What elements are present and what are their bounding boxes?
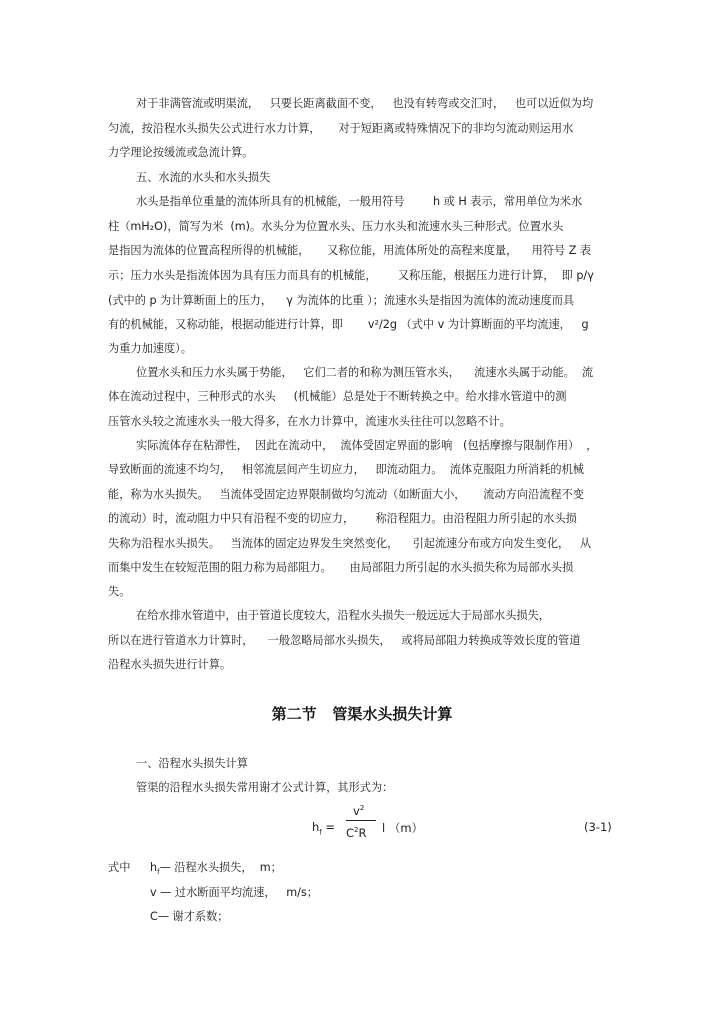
- text-line: 而集中发生在较短范围的阻力称为局部阻力。 由局部阻力所引起的水头损失称为局部水头损: [108, 561, 574, 574]
- formula-denominator: $C^2R$: [346, 826, 367, 840]
- definition-row: $h_f—$ 沿程水头损失， m；: [150, 861, 282, 877]
- definition-row: v — 过水断面平均流速， m/s；: [150, 886, 318, 899]
- text-line: 在给水排水管道中，由于管道长度较大，沿程水头损失一般远远大于局部水头损失，: [136, 609, 550, 622]
- text-line: 沿程水头损失进行计算。: [108, 658, 232, 671]
- definition-row: C— 谢才系数；: [150, 910, 229, 923]
- text-line: 力学理论按缓流或急流计算。: [108, 146, 254, 159]
- text-line: 水头是指单位重量的流体所具有的机械能，一般用符号 h 或 H 表示，常用单位为米水: [136, 195, 583, 208]
- text-line: 位置水头和压力水头属于势能， 它们二者的和称为测压管水头， 流速水头属于动能。 流: [136, 366, 594, 379]
- text-line: 为重力加速度）。: [108, 342, 192, 355]
- subsection-intro: 管渠的沿程水头损失常用谢才公式计算，其形式为：: [136, 781, 394, 794]
- text-line: 导致断面的流速不均匀， 相邻流层间产生切应力， 即流动阻力。 流体克服阻力所消耗的机械: [108, 463, 584, 476]
- text-line: 体在流动过程中，三种形式的水头 (机械能）总是处于不断转换之中。给水排水管道中的测: [108, 390, 567, 403]
- text-line: 实际流体存在粘滞性， 因此在流动中， 流体受固定界面的影响 (包括摩擦与限制作用） ，: [136, 439, 598, 452]
- text-line: 的流动）时，流动阻力中只有沿程不变的切应力， 称沿程阻力。由沿程阻力所引起的水头损: [108, 512, 577, 525]
- text-line: 对于非满管流或明渠流， 只要长距离截面不变， 也没有转弯或交汇时， 也可以近似为均: [136, 97, 594, 110]
- text-line: 失。: [108, 585, 131, 598]
- text-line: 匀流，按沿程水头损失公式进行水力计算， 对于短距离或特殊情况下的非均匀流动则运用水: [108, 122, 574, 135]
- section-5-heading: 五、水流的水头和水头损失: [136, 171, 271, 184]
- where-label: 式中: [108, 861, 131, 874]
- text-line: 所以在进行管道水力计算时， 一般忽略局部水头损失， 或将局部阻力转换成等效长度的管道: [108, 634, 581, 647]
- section-title: 第二节 管渠水头损失计算: [271, 705, 453, 723]
- fraction-bar: [346, 820, 376, 821]
- formula-lhs: $h_f$ =: [312, 820, 336, 837]
- text-line: 示；压力水头是指流体因为具有压力而具有的机械能， 又称压能，根据压力进行计算， 即 p/γ: [108, 269, 594, 282]
- formula-factor: l （m）: [382, 821, 424, 835]
- text-line: 柱（mH₂O)，简写为米 (m)。水头分为位置水头、压力水头和流速水头三种形式。位置水头: [108, 220, 564, 233]
- text-line: 有的机械能，又称动能，根据动能进行计算，即 v²/2g （式中 v 为计算断面的平均流速， g: [108, 318, 589, 331]
- formula-numerator: $v^2$: [353, 804, 365, 818]
- subsection-heading: 一、沿程水头损失计算: [136, 757, 248, 770]
- text-line: (式中的 p 为计算断面上的压力， γ 为流体的比重 ）；流速水头是指因为流体的流动速度而具: [108, 294, 575, 307]
- text-line: 失称为沿程水头损失。 当流体的固定边界发生突然变化， 引起流速分布或方向发生变化， 从: [108, 537, 592, 550]
- text-line: 是指因为流体的位置高程所得的机械能， 又称位能，用流体所处的高程来度量， 用符号 Z 表: [108, 244, 592, 257]
- formula-number: (3-1): [584, 820, 612, 834]
- text-line: 能，称为水头损失。 当流体受固定边界限制做均匀流动（如断面大小， 流动方向沿流程不变: [108, 488, 584, 501]
- text-line: 压管水头较之流速水头一般大得多，在水力计算中，流速水头往往可以忽略不计。: [108, 415, 511, 428]
